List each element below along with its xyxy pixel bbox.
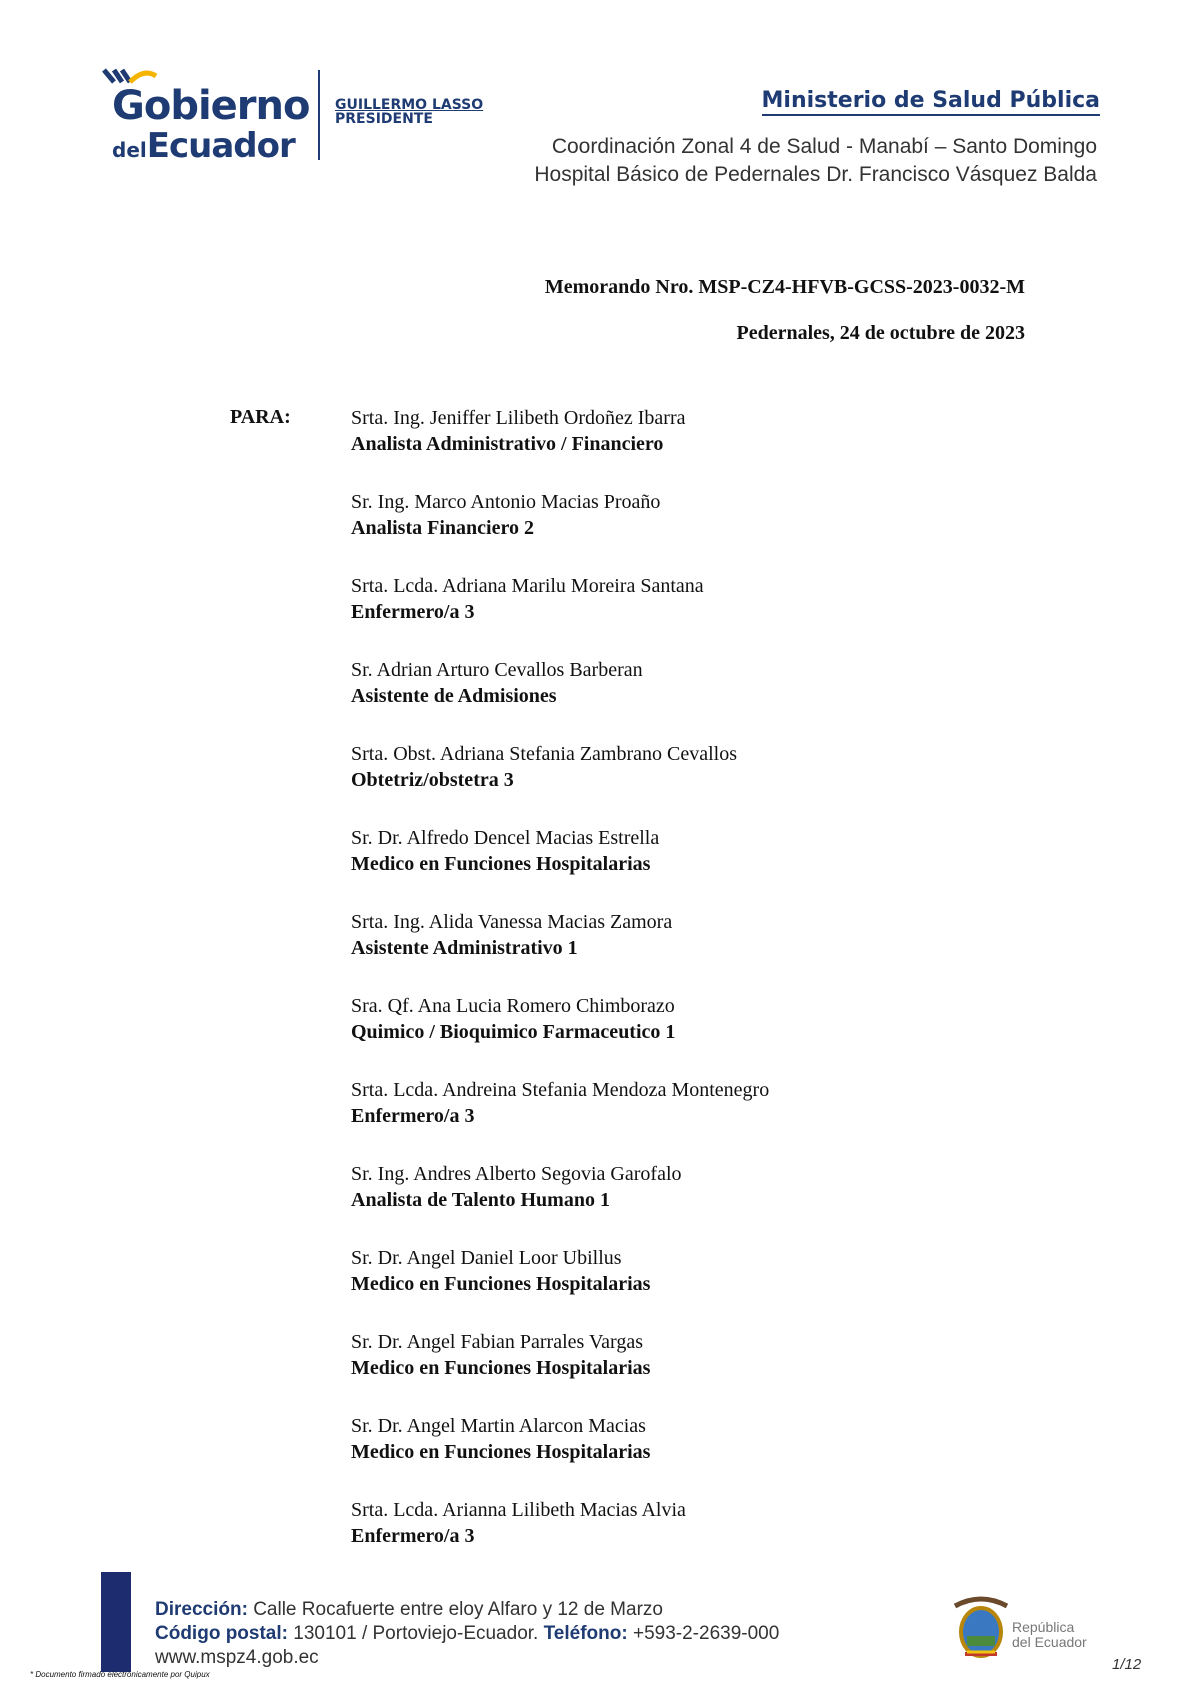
republica-line1: República	[1012, 1619, 1075, 1635]
recipient-name: Sr. Ing. Andres Alberto Segovia Garofalo	[351, 1163, 682, 1185]
recipient-item	[351, 405, 1051, 489]
coordination-line: Coordinación Zonal 4 de Salud - Manabí – Santo Domingo	[551, 135, 1097, 158]
postal-value: 130101 / Portoviejo-Ecuador.	[293, 1623, 539, 1644]
recipient-name: Sr. Dr. Angel Daniel Loor Ubillus	[351, 1247, 622, 1269]
president-name: GUILLERMO LASSO	[335, 97, 484, 113]
page-number: 1/12	[1112, 1656, 1142, 1673]
recipient-role: Enfermero/a 3	[351, 601, 475, 623]
recipient-item	[351, 1077, 1051, 1161]
recipient-name: Srta. Lcda. Andreina Stefania Mendoza Montenegro	[351, 1079, 770, 1101]
recipient-name: Srta. Lcda. Arianna Lilibeth Macias Alvia	[351, 1499, 686, 1521]
para-label: PARA:	[230, 406, 291, 428]
phone-label: Teléfono:	[543, 1623, 628, 1644]
recipient-item	[351, 573, 1051, 657]
recipient-item	[351, 1497, 1051, 1581]
website-link[interactable]: www.mspz4.gob.ec	[155, 1647, 319, 1668]
postal-label: Código postal:	[155, 1623, 288, 1644]
recipient-item	[351, 741, 1051, 825]
recipient-role: Medico en Funciones Hospitalarias	[351, 1441, 651, 1463]
recipient-role: Enfermero/a 3	[351, 1105, 475, 1127]
logo-ecuador-text	[112, 126, 295, 166]
recipient-name: Sr. Adrian Arturo Cevallos Barberan	[351, 659, 643, 681]
memo-date: Pedernales, 24 de octubre de 2023	[736, 322, 1025, 344]
recipient-role: Asistente de Admisiones	[351, 685, 557, 707]
footer-bar	[101, 1572, 131, 1672]
recipient-role: Analista de Talento Humano 1	[351, 1189, 610, 1211]
hospital-line: Hospital Básico de Pedernales Dr. Francisco Vásquez Balda	[534, 163, 1097, 186]
logo-del-text: del	[112, 138, 147, 162]
recipient-role: Obtetriz/obstetra 3	[351, 769, 514, 791]
recipient-role: Asistente Administrativo 1	[351, 937, 578, 959]
ministry-title: Ministerio de Salud Pública	[762, 88, 1100, 116]
recipient-role: Quimico / Bioquimico Farmaceutico 1	[351, 1021, 676, 1043]
recipient-item	[351, 1329, 1051, 1413]
recipient-role: Medico en Funciones Hospitalarias	[351, 1273, 651, 1295]
recipient-item	[351, 1413, 1051, 1497]
president-title: PRESIDENTE	[335, 111, 433, 127]
president-block	[335, 98, 483, 126]
logo-divider	[318, 70, 320, 160]
postal-line	[155, 1622, 779, 1646]
recipient-name: Srta. Ing. Jeniffer Lilibeth Ordoñez Ibarra	[351, 407, 686, 429]
recipient-role: Medico en Funciones Hospitalarias	[351, 1357, 651, 1379]
coordination-block	[534, 133, 1097, 189]
recipient-item	[351, 489, 1051, 573]
footer-contact	[155, 1598, 779, 1670]
address-line	[155, 1598, 779, 1622]
recipient-role: Enfermero/a 3	[351, 1525, 475, 1547]
recipient-item	[351, 1245, 1051, 1329]
signed-note: * Documento firmado electrónicamente por Quipux	[30, 1670, 210, 1679]
recipient-role: Analista Financiero 2	[351, 517, 534, 539]
recipient-item	[351, 1161, 1051, 1245]
recipient-name: Srta. Ing. Alida Vanessa Macias Zamora	[351, 911, 673, 933]
recipient-item	[351, 909, 1051, 993]
logo-ecuador-word: Ecuador	[146, 126, 295, 166]
recipient-list	[351, 405, 1051, 1581]
recipient-role: Medico en Funciones Hospitalarias	[351, 853, 651, 875]
recipient-item	[351, 993, 1051, 1077]
recipient-role: Analista Administrativo / Financiero	[351, 433, 664, 455]
recipient-name: Sr. Dr. Alfredo Dencel Macias Estrella	[351, 827, 660, 849]
recipient-item	[351, 657, 1051, 741]
coat-of-arms-icon	[945, 1592, 1017, 1664]
logo-gobierno-text: Gobierno	[112, 83, 310, 129]
recipient-name: Srta. Obst. Adriana Stefania Zambrano Cevallos	[351, 743, 738, 765]
recipient-name: Srta. Lcda. Adriana Marilu Moreira Santana	[351, 575, 704, 597]
recipient-name: Sra. Qf. Ana Lucia Romero Chimborazo	[351, 995, 675, 1017]
phone-value: +593-2-2639-000	[632, 1623, 780, 1644]
republica-line2: del Ecuador	[1012, 1634, 1087, 1650]
gobierno-logo	[100, 66, 340, 166]
recipient-name: Sr. Dr. Angel Fabian Parrales Vargas	[351, 1331, 644, 1353]
memo-number: Memorando Nro. MSP-CZ4-HFVB-GCSS-2023-0032-M	[544, 276, 1025, 298]
recipient-name: Sr. Ing. Marco Antonio Macias Proaño	[351, 491, 661, 513]
republica-text	[1012, 1620, 1087, 1650]
address-label: Dirección:	[155, 1599, 248, 1620]
recipient-item	[351, 825, 1051, 909]
address-value: Calle Rocafuerte entre eloy Alfaro y 12 de Marzo	[253, 1599, 663, 1620]
recipient-name: Sr. Dr. Angel Martin Alarcon Macias	[351, 1415, 646, 1437]
